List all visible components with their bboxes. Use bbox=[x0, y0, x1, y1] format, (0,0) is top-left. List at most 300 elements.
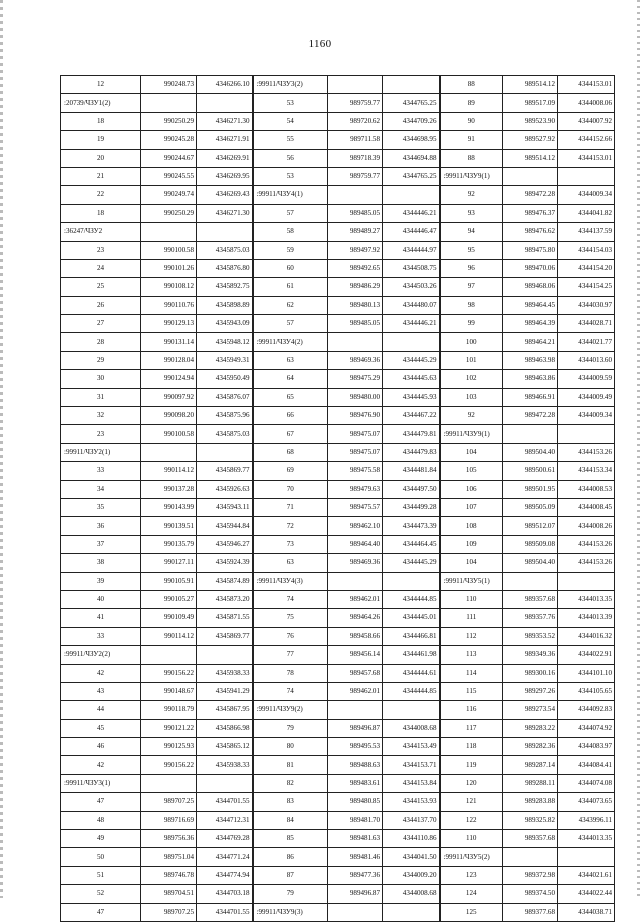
x-coordinate-cell: 990124.94 bbox=[141, 370, 197, 388]
x-coordinate-cell: 989704.51 bbox=[141, 885, 197, 903]
y-coordinate-cell: 4344008.45 bbox=[558, 498, 615, 516]
x-coordinate-cell bbox=[141, 223, 197, 241]
x-coordinate-cell: 989720.62 bbox=[328, 112, 383, 130]
y-coordinate-cell: 4344153.01 bbox=[558, 76, 615, 94]
y-coordinate-cell: 4344008.53 bbox=[558, 480, 615, 498]
section-label-cell: :20739/ЧЗУ1(2) bbox=[61, 94, 141, 112]
x-coordinate-cell: 989282.36 bbox=[503, 738, 558, 756]
x-coordinate-cell: 989374.50 bbox=[503, 885, 558, 903]
y-coordinate-cell: 4344712.31 bbox=[197, 811, 253, 829]
y-coordinate-cell: 4344154.25 bbox=[558, 278, 615, 296]
y-coordinate-cell: 4344445.63 bbox=[383, 370, 440, 388]
section-label-cell: :99911/ЧЗУ3(2) bbox=[253, 76, 328, 94]
table-row bbox=[61, 131, 615, 149]
y-coordinate-cell: 4344074.08 bbox=[558, 774, 615, 792]
point-number-cell: 60 bbox=[253, 259, 328, 277]
y-coordinate-cell: 4344009.20 bbox=[383, 866, 440, 884]
x-coordinate-cell bbox=[141, 94, 197, 112]
y-coordinate-cell: 4344444.97 bbox=[383, 241, 440, 259]
y-coordinate-cell: 4345938.33 bbox=[197, 756, 253, 774]
point-number-cell: 113 bbox=[440, 646, 503, 664]
y-coordinate-cell bbox=[558, 848, 615, 866]
y-coordinate-cell: 4345924.39 bbox=[197, 554, 253, 572]
point-number-cell: 88 bbox=[440, 76, 503, 94]
x-coordinate-cell: 989288.11 bbox=[503, 774, 558, 792]
y-coordinate-cell: 4344444.61 bbox=[383, 664, 440, 682]
y-coordinate-cell bbox=[197, 94, 253, 112]
y-coordinate-cell: 4343996.11 bbox=[558, 811, 615, 829]
y-coordinate-cell: 4344503.26 bbox=[383, 278, 440, 296]
point-number-cell: 12 bbox=[61, 76, 141, 94]
x-coordinate-cell: 990105.27 bbox=[141, 590, 197, 608]
x-coordinate-cell: 989718.39 bbox=[328, 149, 383, 167]
y-coordinate-cell: 4345866.98 bbox=[197, 719, 253, 737]
coordinates-table bbox=[60, 75, 615, 922]
y-coordinate-cell: 4344499.28 bbox=[383, 498, 440, 516]
point-number-cell: 47 bbox=[61, 903, 141, 921]
y-coordinate-cell: 4344446.21 bbox=[383, 204, 440, 222]
x-coordinate-cell bbox=[328, 903, 383, 921]
y-coordinate-cell: 4344153.01 bbox=[558, 149, 615, 167]
x-coordinate-cell: 989759.77 bbox=[328, 167, 383, 185]
x-coordinate-cell bbox=[141, 443, 197, 461]
point-number-cell: 57 bbox=[253, 204, 328, 222]
point-number-cell: 107 bbox=[440, 498, 503, 516]
x-coordinate-cell: 990131.14 bbox=[141, 333, 197, 351]
point-number-cell: 52 bbox=[61, 885, 141, 903]
x-coordinate-cell: 989469.36 bbox=[328, 351, 383, 369]
point-number-cell: 89 bbox=[440, 94, 503, 112]
x-coordinate-cell: 989481.46 bbox=[328, 848, 383, 866]
table-row bbox=[61, 462, 615, 480]
point-number-cell: 70 bbox=[253, 480, 328, 498]
x-coordinate-cell: 990129.13 bbox=[141, 315, 197, 333]
point-number-cell: 116 bbox=[440, 701, 503, 719]
y-coordinate-cell: 4344110.86 bbox=[383, 830, 440, 848]
point-number-cell: 42 bbox=[61, 756, 141, 774]
x-coordinate-cell: 990250.29 bbox=[141, 112, 197, 130]
point-number-cell: 110 bbox=[440, 590, 503, 608]
table-row bbox=[61, 204, 615, 222]
point-number-cell: 19 bbox=[61, 131, 141, 149]
y-coordinate-cell: 4344013.60 bbox=[558, 351, 615, 369]
y-coordinate-cell: 4344508.75 bbox=[383, 259, 440, 277]
y-coordinate-cell: 4344022.91 bbox=[558, 646, 615, 664]
point-number-cell: 125 bbox=[440, 903, 503, 921]
x-coordinate-cell: 989462.01 bbox=[328, 682, 383, 700]
point-number-cell: 87 bbox=[253, 866, 328, 884]
point-number-cell: 61 bbox=[253, 278, 328, 296]
x-coordinate-cell: 989349.36 bbox=[503, 646, 558, 664]
table-row bbox=[61, 388, 615, 406]
x-coordinate-cell: 990244.67 bbox=[141, 149, 197, 167]
x-coordinate-cell: 989500.61 bbox=[503, 462, 558, 480]
y-coordinate-cell: 4344074.92 bbox=[558, 719, 615, 737]
table-row bbox=[61, 112, 615, 130]
x-coordinate-cell: 989462.01 bbox=[328, 590, 383, 608]
table-row bbox=[61, 370, 615, 388]
y-coordinate-cell bbox=[558, 167, 615, 185]
point-number-cell: 25 bbox=[61, 278, 141, 296]
x-coordinate-cell: 989716.69 bbox=[141, 811, 197, 829]
y-coordinate-cell bbox=[197, 774, 253, 792]
point-number-cell: 32 bbox=[61, 407, 141, 425]
y-coordinate-cell bbox=[558, 425, 615, 443]
y-coordinate-cell: 4344445.29 bbox=[383, 554, 440, 572]
table-row bbox=[61, 351, 615, 369]
point-number-cell: 23 bbox=[61, 425, 141, 443]
y-coordinate-cell: 4345871.55 bbox=[197, 609, 253, 627]
x-coordinate-cell: 990100.58 bbox=[141, 425, 197, 443]
x-coordinate-cell: 989297.26 bbox=[503, 682, 558, 700]
x-coordinate-cell: 989476.62 bbox=[503, 223, 558, 241]
x-coordinate-cell: 989458.66 bbox=[328, 627, 383, 645]
y-coordinate-cell: 4344030.97 bbox=[558, 296, 615, 314]
y-coordinate-cell: 4344479.83 bbox=[383, 443, 440, 461]
y-coordinate-cell: 4344769.28 bbox=[197, 830, 253, 848]
x-coordinate-cell: 989283.22 bbox=[503, 719, 558, 737]
table-row bbox=[61, 885, 615, 903]
point-number-cell: 20 bbox=[61, 149, 141, 167]
point-number-cell: 34 bbox=[61, 480, 141, 498]
point-number-cell: 108 bbox=[440, 517, 503, 535]
point-number-cell: 79 bbox=[253, 885, 328, 903]
y-coordinate-cell bbox=[383, 572, 440, 590]
table-row bbox=[61, 333, 615, 351]
y-coordinate-cell bbox=[197, 443, 253, 461]
y-coordinate-cell: 4345869.77 bbox=[197, 462, 253, 480]
table-row bbox=[61, 315, 615, 333]
table-row bbox=[61, 830, 615, 848]
y-coordinate-cell bbox=[383, 186, 440, 204]
point-number-cell: 115 bbox=[440, 682, 503, 700]
point-number-cell: 63 bbox=[253, 351, 328, 369]
section-label-cell: :99911/ЧЗУ3(1) bbox=[61, 774, 141, 792]
point-number-cell: 80 bbox=[253, 738, 328, 756]
x-coordinate-cell: 989372.98 bbox=[503, 866, 558, 884]
x-coordinate-cell: 990143.99 bbox=[141, 498, 197, 516]
point-number-cell: 48 bbox=[61, 811, 141, 829]
point-number-cell: 77 bbox=[253, 646, 328, 664]
point-number-cell: 35 bbox=[61, 498, 141, 516]
point-number-cell: 78 bbox=[253, 664, 328, 682]
point-number-cell: 36 bbox=[61, 517, 141, 535]
y-coordinate-cell: 4345873.20 bbox=[197, 590, 253, 608]
x-coordinate-cell bbox=[328, 333, 383, 351]
point-number-cell: 105 bbox=[440, 462, 503, 480]
x-coordinate-cell: 990108.12 bbox=[141, 278, 197, 296]
point-number-cell: 102 bbox=[440, 370, 503, 388]
x-coordinate-cell: 989496.87 bbox=[328, 719, 383, 737]
table-row bbox=[61, 149, 615, 167]
x-coordinate-cell: 989756.36 bbox=[141, 830, 197, 848]
y-coordinate-cell: 4344013.35 bbox=[558, 590, 615, 608]
point-number-cell: 65 bbox=[253, 388, 328, 406]
point-number-cell: 26 bbox=[61, 296, 141, 314]
x-coordinate-cell: 990249.74 bbox=[141, 186, 197, 204]
x-coordinate-cell: 989485.05 bbox=[328, 204, 383, 222]
x-coordinate-cell: 989472.28 bbox=[503, 186, 558, 204]
point-number-cell: 28 bbox=[61, 333, 141, 351]
y-coordinate-cell: 4345943.09 bbox=[197, 315, 253, 333]
y-coordinate-cell: 4346269.91 bbox=[197, 149, 253, 167]
table-row bbox=[61, 186, 615, 204]
point-number-cell: 31 bbox=[61, 388, 141, 406]
point-number-cell: 71 bbox=[253, 498, 328, 516]
y-coordinate-cell: 4345867.95 bbox=[197, 701, 253, 719]
x-coordinate-cell: 990100.58 bbox=[141, 241, 197, 259]
point-number-cell: 53 bbox=[253, 167, 328, 185]
y-coordinate-cell: 4344153.71 bbox=[383, 756, 440, 774]
y-coordinate-cell: 4345892.75 bbox=[197, 278, 253, 296]
y-coordinate-cell: 4345926.63 bbox=[197, 480, 253, 498]
point-number-cell: 43 bbox=[61, 682, 141, 700]
x-coordinate-cell: 989514.12 bbox=[503, 149, 558, 167]
y-coordinate-cell: 4344466.81 bbox=[383, 627, 440, 645]
point-number-cell: 75 bbox=[253, 609, 328, 627]
point-number-cell: 111 bbox=[440, 609, 503, 627]
point-number-cell: 124 bbox=[440, 885, 503, 903]
y-coordinate-cell: 4344445.93 bbox=[383, 388, 440, 406]
y-coordinate-cell: 4345876.80 bbox=[197, 259, 253, 277]
y-coordinate-cell: 4344101.10 bbox=[558, 664, 615, 682]
point-number-cell: 69 bbox=[253, 462, 328, 480]
table-row bbox=[61, 407, 615, 425]
point-number-cell: 38 bbox=[61, 554, 141, 572]
table-row bbox=[61, 517, 615, 535]
y-coordinate-cell: 4344083.97 bbox=[558, 738, 615, 756]
table-row bbox=[61, 646, 615, 664]
x-coordinate-cell: 989505.09 bbox=[503, 498, 558, 516]
x-coordinate-cell: 990114.12 bbox=[141, 627, 197, 645]
point-number-cell: 96 bbox=[440, 259, 503, 277]
x-coordinate-cell bbox=[328, 186, 383, 204]
x-coordinate-cell: 990139.51 bbox=[141, 517, 197, 535]
y-coordinate-cell: 4344153.49 bbox=[383, 738, 440, 756]
y-coordinate-cell: 4344765.25 bbox=[383, 167, 440, 185]
point-number-cell: 110 bbox=[440, 830, 503, 848]
y-coordinate-cell: 4344016.32 bbox=[558, 627, 615, 645]
y-coordinate-cell: 4344013.35 bbox=[558, 830, 615, 848]
x-coordinate-cell: 989357.76 bbox=[503, 609, 558, 627]
x-coordinate-cell: 989483.61 bbox=[328, 774, 383, 792]
point-number-cell: 93 bbox=[440, 204, 503, 222]
point-number-cell: 18 bbox=[61, 204, 141, 222]
x-coordinate-cell: 989475.07 bbox=[328, 443, 383, 461]
y-coordinate-cell: 4345944.84 bbox=[197, 517, 253, 535]
table-row bbox=[61, 719, 615, 737]
y-coordinate-cell: 4344709.26 bbox=[383, 112, 440, 130]
x-coordinate-cell: 989464.45 bbox=[503, 296, 558, 314]
x-coordinate-cell: 989481.63 bbox=[328, 830, 383, 848]
y-coordinate-cell: 4345950.49 bbox=[197, 370, 253, 388]
x-coordinate-cell: 990125.93 bbox=[141, 738, 197, 756]
x-coordinate-cell: 989495.53 bbox=[328, 738, 383, 756]
x-coordinate-cell: 990097.92 bbox=[141, 388, 197, 406]
x-coordinate-cell: 989746.78 bbox=[141, 866, 197, 884]
x-coordinate-cell: 989480.00 bbox=[328, 388, 383, 406]
x-coordinate-cell: 989464.40 bbox=[328, 535, 383, 553]
x-coordinate-cell: 990137.28 bbox=[141, 480, 197, 498]
section-label-cell: :99911/ЧЗУ4(2) bbox=[253, 333, 328, 351]
x-coordinate-cell: 989512.07 bbox=[503, 517, 558, 535]
point-number-cell: 49 bbox=[61, 830, 141, 848]
x-coordinate-cell: 989470.06 bbox=[503, 259, 558, 277]
point-number-cell: 55 bbox=[253, 131, 328, 149]
y-coordinate-cell: 4344153.26 bbox=[558, 443, 615, 461]
y-coordinate-cell: 4344009.34 bbox=[558, 407, 615, 425]
y-coordinate-cell: 4344445.29 bbox=[383, 351, 440, 369]
y-coordinate-cell: 4346269.95 bbox=[197, 167, 253, 185]
point-number-cell: 106 bbox=[440, 480, 503, 498]
point-number-cell: 21 bbox=[61, 167, 141, 185]
table-row bbox=[61, 498, 615, 516]
table-row bbox=[61, 425, 615, 443]
x-coordinate-cell: 989463.86 bbox=[503, 370, 558, 388]
x-coordinate-cell bbox=[503, 167, 558, 185]
x-coordinate-cell bbox=[503, 848, 558, 866]
table-row bbox=[61, 609, 615, 627]
y-coordinate-cell: 4344701.55 bbox=[197, 903, 253, 921]
y-coordinate-cell: 4344479.81 bbox=[383, 425, 440, 443]
y-coordinate-cell: 4346271.30 bbox=[197, 112, 253, 130]
y-coordinate-cell: 4344105.65 bbox=[558, 682, 615, 700]
point-number-cell: 62 bbox=[253, 296, 328, 314]
y-coordinate-cell: 4344473.39 bbox=[383, 517, 440, 535]
y-coordinate-cell: 4345875.96 bbox=[197, 407, 253, 425]
y-coordinate-cell: 4344694.88 bbox=[383, 149, 440, 167]
table-row bbox=[61, 259, 615, 277]
y-coordinate-cell: 4344008.68 bbox=[383, 885, 440, 903]
point-number-cell: 45 bbox=[61, 719, 141, 737]
point-number-cell: 90 bbox=[440, 112, 503, 130]
y-coordinate-cell: 4344009.59 bbox=[558, 370, 615, 388]
point-number-cell: 37 bbox=[61, 535, 141, 553]
y-coordinate-cell: 4344153.26 bbox=[558, 535, 615, 553]
x-coordinate-cell bbox=[503, 425, 558, 443]
point-number-cell: 56 bbox=[253, 149, 328, 167]
table-row bbox=[61, 94, 615, 112]
point-number-cell: 44 bbox=[61, 701, 141, 719]
y-coordinate-cell: 4345941.29 bbox=[197, 682, 253, 700]
x-coordinate-cell: 989527.92 bbox=[503, 131, 558, 149]
y-coordinate-cell: 4344480.07 bbox=[383, 296, 440, 314]
x-coordinate-cell: 989456.14 bbox=[328, 646, 383, 664]
y-coordinate-cell bbox=[383, 903, 440, 921]
y-coordinate-cell bbox=[197, 646, 253, 664]
point-number-cell: 27 bbox=[61, 315, 141, 333]
x-coordinate-cell: 990128.04 bbox=[141, 351, 197, 369]
x-coordinate-cell: 989488.63 bbox=[328, 756, 383, 774]
x-coordinate-cell: 989472.28 bbox=[503, 407, 558, 425]
x-coordinate-cell: 989468.06 bbox=[503, 278, 558, 296]
point-number-cell: 40 bbox=[61, 590, 141, 608]
point-number-cell: 18 bbox=[61, 112, 141, 130]
y-coordinate-cell: 4344445.01 bbox=[383, 609, 440, 627]
x-coordinate-cell: 989496.87 bbox=[328, 885, 383, 903]
x-coordinate-cell: 989353.52 bbox=[503, 627, 558, 645]
y-coordinate-cell: 4344464.45 bbox=[383, 535, 440, 553]
y-coordinate-cell: 4344013.39 bbox=[558, 609, 615, 627]
table-row bbox=[61, 811, 615, 829]
table-row bbox=[61, 572, 615, 590]
point-number-cell: 114 bbox=[440, 664, 503, 682]
x-coordinate-cell: 989300.16 bbox=[503, 664, 558, 682]
y-coordinate-cell: 4344008.26 bbox=[558, 517, 615, 535]
table-row bbox=[61, 167, 615, 185]
y-coordinate-cell: 4345946.27 bbox=[197, 535, 253, 553]
y-coordinate-cell: 4344446.47 bbox=[383, 223, 440, 241]
point-number-cell: 104 bbox=[440, 554, 503, 572]
x-coordinate-cell: 990105.91 bbox=[141, 572, 197, 590]
x-coordinate-cell: 989469.36 bbox=[328, 554, 383, 572]
x-coordinate-cell: 989492.65 bbox=[328, 259, 383, 277]
y-coordinate-cell: 4345869.77 bbox=[197, 627, 253, 645]
y-coordinate-cell: 4344007.92 bbox=[558, 112, 615, 130]
y-coordinate-cell: 4344765.25 bbox=[383, 94, 440, 112]
x-coordinate-cell: 989707.25 bbox=[141, 793, 197, 811]
y-coordinate-cell: 4345875.03 bbox=[197, 241, 253, 259]
point-number-cell: 99 bbox=[440, 315, 503, 333]
point-number-cell: 39 bbox=[61, 572, 141, 590]
table-row bbox=[61, 774, 615, 792]
y-coordinate-cell: 4344446.21 bbox=[383, 315, 440, 333]
point-number-cell: 50 bbox=[61, 848, 141, 866]
x-coordinate-cell bbox=[141, 774, 197, 792]
point-number-cell: 85 bbox=[253, 830, 328, 848]
x-coordinate-cell: 989475.58 bbox=[328, 462, 383, 480]
y-coordinate-cell: 4344022.44 bbox=[558, 885, 615, 903]
x-coordinate-cell: 989504.40 bbox=[503, 443, 558, 461]
section-label-cell: :99911/ЧЗУ9(1) bbox=[440, 425, 503, 443]
point-number-cell: 64 bbox=[253, 370, 328, 388]
table-row bbox=[61, 701, 615, 719]
x-coordinate-cell: 989475.07 bbox=[328, 425, 383, 443]
point-number-cell: 94 bbox=[440, 223, 503, 241]
y-coordinate-cell: 4344092.83 bbox=[558, 701, 615, 719]
point-number-cell: 112 bbox=[440, 627, 503, 645]
y-coordinate-cell: 4344009.49 bbox=[558, 388, 615, 406]
point-number-cell: 103 bbox=[440, 388, 503, 406]
section-label-cell: :99911/ЧЗУ9(2) bbox=[253, 701, 328, 719]
point-number-cell: 92 bbox=[440, 407, 503, 425]
point-number-cell: 101 bbox=[440, 351, 503, 369]
y-coordinate-cell: 4346269.43 bbox=[197, 186, 253, 204]
y-coordinate-cell bbox=[383, 76, 440, 94]
y-coordinate-cell: 4344009.34 bbox=[558, 186, 615, 204]
point-number-cell: 104 bbox=[440, 443, 503, 461]
x-coordinate-cell: 989501.95 bbox=[503, 480, 558, 498]
point-number-cell: 84 bbox=[253, 811, 328, 829]
point-number-cell: 33 bbox=[61, 462, 141, 480]
y-coordinate-cell: 4344444.85 bbox=[383, 682, 440, 700]
y-coordinate-cell: 4344008.06 bbox=[558, 94, 615, 112]
y-coordinate-cell: 4344774.94 bbox=[197, 866, 253, 884]
point-number-cell: 81 bbox=[253, 756, 328, 774]
x-coordinate-cell: 989489.27 bbox=[328, 223, 383, 241]
point-number-cell: 58 bbox=[253, 223, 328, 241]
y-coordinate-cell: 4345948.12 bbox=[197, 333, 253, 351]
y-coordinate-cell: 4344467.22 bbox=[383, 407, 440, 425]
x-coordinate-cell bbox=[141, 646, 197, 664]
section-label-cell: :99911/ЧЗУ9(1) bbox=[440, 167, 503, 185]
x-coordinate-cell: 989477.36 bbox=[328, 866, 383, 884]
x-coordinate-cell: 989464.39 bbox=[503, 315, 558, 333]
x-coordinate-cell: 990127.11 bbox=[141, 554, 197, 572]
y-coordinate-cell: 4344137.59 bbox=[558, 223, 615, 241]
x-coordinate-cell: 989457.68 bbox=[328, 664, 383, 682]
x-coordinate-cell: 990156.22 bbox=[141, 664, 197, 682]
